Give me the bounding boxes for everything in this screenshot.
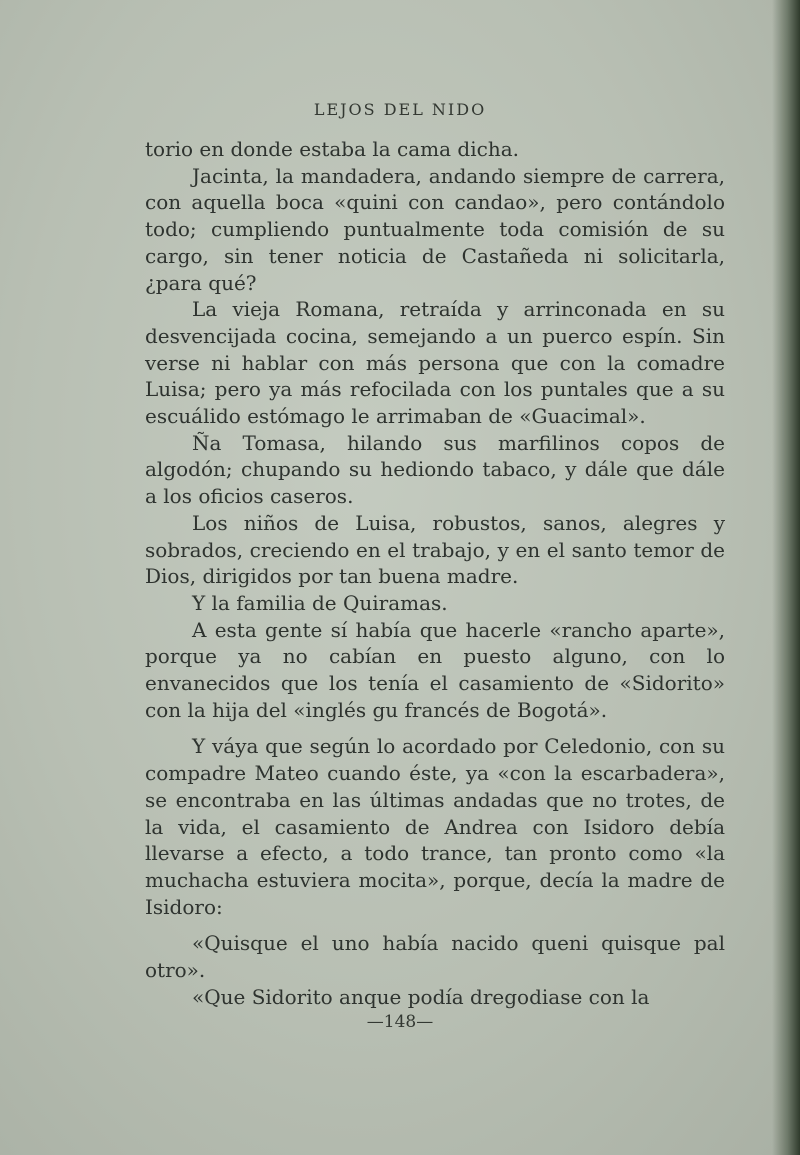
- paragraph-1: torio en donde estaba la cama dicha.: [145, 137, 519, 161]
- page-edge-shadow: [772, 0, 800, 1155]
- paragraph-3: La vieja Romana, retraída y arrinconada en su desvencijada cocina, semejando a un puerco espín. Sin verse ni hablar con más persona que con la comadre Luisa; pero ya más refocilada con los puntales que a su escuálido estómago le arrimaban de «Guacimal».: [145, 297, 725, 429]
- paragraph-4: Ña Tomasa, hilando sus marfilinos copos de algodón; chupando su hediondo tabaco, y dále que dále a los oficios caseros.: [145, 430, 725, 509]
- paragraph-2: Jacinta, la mandadera, andando siempre de carrera, con aquella boca «quini con candao», pero contándolo todo; cumpliendo puntualmente toda comisión de su cargo, sin tener noticia de Castañeda ni solicitarla, ¿para qué?: [145, 163, 725, 295]
- running-head: LEJOS DEL NIDO: [313, 100, 487, 119]
- paragraph-10: «Que Sidorito anque podía dregodiase con la: [192, 984, 650, 1009]
- paragraph-7: A esta gente sí había que hacerle «rancho aparte», porque ya no cabían en puesto alguno, con lo envanecidos que los tenía el casamiento de «Sidorito» con la hija del «inglés gu francés de Bogotá».: [145, 617, 725, 722]
- paragraph-8: Y váya que según lo acordado por Celedonio, con su compadre Mateo cuando éste, ya «con la escarbadera», se encontraba en las últimas andadas que no trotes, de la vida, el casamiento de Andrea con Isidoro debía llevarse a efecto, a todo trance, tan pronto como «la muchacha estuviera mocita», porque, decía la madre de Isidoro:: [145, 734, 725, 919]
- paragraph-6: Y la familia de Quiramas.: [192, 590, 448, 615]
- paragraph-9: «Quisque el uno había nacido queni quisque pal otro».: [145, 931, 725, 983]
- page-number: —148—: [366, 1012, 434, 1032]
- paragraph-5: Los niños de Luisa, robustos, sanos, alegres y sobrados, creciendo en el trabajo, y en el santo temor de Dios, dirigidos por tan buena madre.: [145, 510, 725, 589]
- body-text: [145, 136, 725, 1011]
